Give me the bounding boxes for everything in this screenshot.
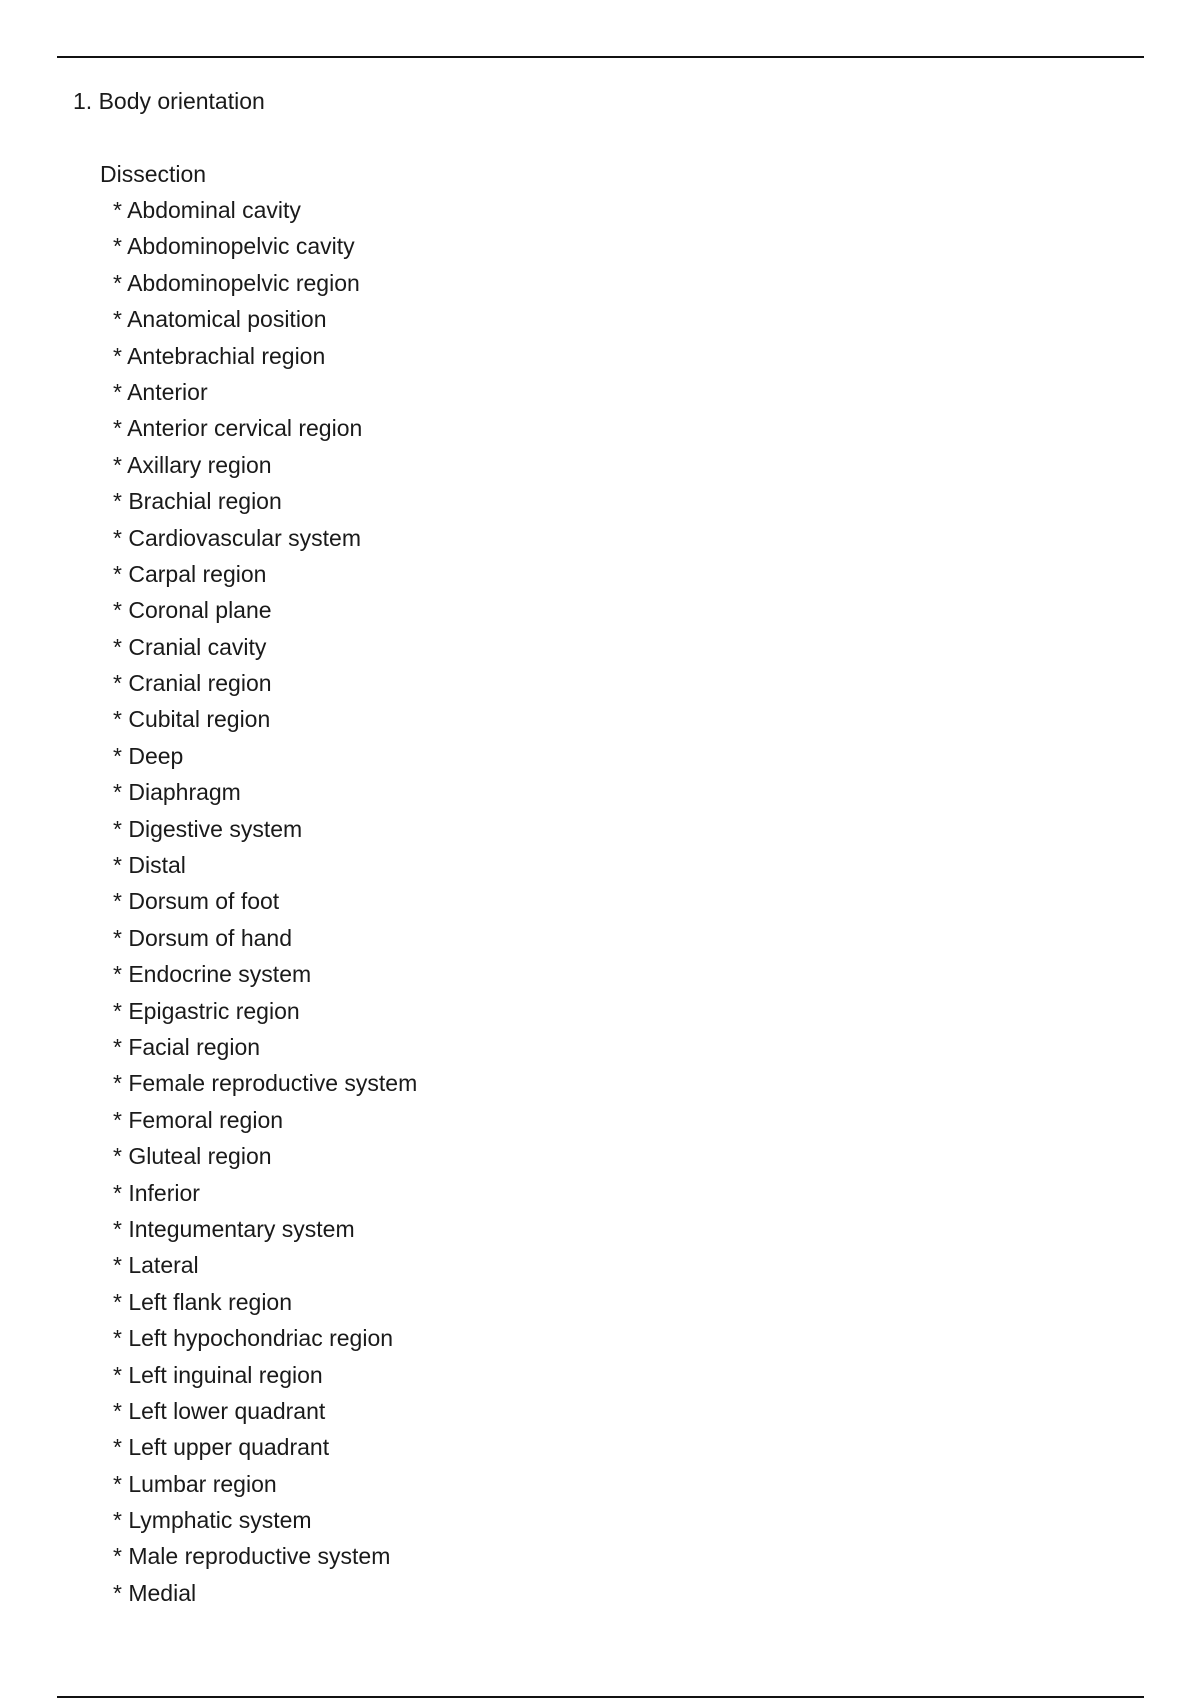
term-label: Cranial region [128, 670, 272, 697]
term-label: Coronal plane [128, 597, 272, 624]
bullet-marker: * [113, 378, 122, 405]
list-item [113, 704, 417, 740]
term-label: Cranial cavity [128, 633, 267, 660]
list-item [113, 341, 417, 377]
list-item [113, 814, 417, 850]
bullet-marker: * [113, 670, 122, 697]
term-label: Carpal region [128, 560, 267, 587]
bullet-marker: * [113, 560, 122, 587]
list-item [113, 1287, 417, 1323]
list-item [113, 1214, 417, 1250]
bullet-marker: * [113, 1543, 122, 1570]
term-label: Left lower quadrant [128, 1397, 326, 1424]
term-label: Anterior [127, 378, 208, 405]
list-item [113, 1360, 417, 1396]
list-item [113, 850, 417, 886]
list-item [113, 668, 417, 704]
bullet-marker: * [113, 1033, 122, 1060]
bullet-marker: * [113, 1106, 122, 1133]
list-item [113, 741, 417, 777]
bullet-marker: * [113, 1434, 122, 1461]
bullet-marker: * [113, 597, 122, 624]
list-item [113, 450, 417, 486]
term-label: Abdominopelvic cavity [127, 233, 355, 260]
term-label: Male reproductive system [128, 1543, 391, 1570]
bullet-marker: * [113, 852, 122, 879]
list-item [113, 1505, 417, 1541]
dissection-subheading: Dissection [100, 161, 207, 187]
term-list [113, 195, 417, 1614]
term-label: Femoral region [128, 1106, 284, 1133]
list-item [113, 523, 417, 559]
list-item [113, 595, 417, 631]
bullet-marker: * [113, 997, 122, 1024]
list-item [113, 231, 417, 267]
term-label: Anatomical position [127, 306, 327, 333]
list-item [113, 413, 417, 449]
bullet-marker: * [113, 1179, 122, 1206]
list-item [113, 923, 417, 959]
bullet-marker: * [113, 779, 122, 806]
bullet-marker: * [113, 815, 122, 842]
term-label: Facial region [128, 1033, 261, 1060]
term-label: Cardiovascular system [128, 524, 361, 551]
bullet-marker: * [113, 742, 122, 769]
list-item [113, 304, 417, 340]
term-label: Epigastric region [128, 997, 300, 1024]
list-item [113, 1396, 417, 1432]
term-label: Left inguinal region [128, 1361, 323, 1388]
bullet-marker: * [113, 888, 122, 915]
bullet-marker: * [113, 269, 122, 296]
term-label: Dorsum of foot [128, 888, 280, 915]
term-label: Diaphragm [128, 779, 241, 806]
term-label: Integumentary system [128, 1215, 355, 1242]
list-item [113, 1469, 417, 1505]
list-item [113, 1578, 417, 1614]
bullet-marker: * [113, 633, 122, 660]
list-item [113, 1250, 417, 1286]
list-item [113, 377, 417, 413]
list-item [113, 1105, 417, 1141]
bullet-marker: * [113, 1470, 122, 1497]
term-label: Abdominal cavity [127, 197, 301, 223]
term-label: Digestive system [128, 815, 303, 842]
term-label: Anterior cervical region [127, 415, 363, 442]
bullet-marker: * [113, 1215, 122, 1242]
bullet-marker: * [113, 1325, 122, 1352]
top-divider [57, 56, 1144, 58]
bottom-divider [57, 1696, 1144, 1698]
bullet-marker: * [113, 924, 122, 951]
bullet-marker: * [113, 197, 122, 223]
term-label: Abdominopelvic region [127, 269, 360, 296]
bullet-marker: * [113, 1288, 122, 1315]
term-label: Deep [128, 742, 184, 769]
list-item [113, 1541, 417, 1577]
term-label: Lymphatic system [128, 1507, 312, 1534]
list-item [113, 559, 417, 595]
term-label: Medial [128, 1579, 197, 1606]
bullet-marker: * [113, 961, 122, 988]
list-item [113, 1068, 417, 1104]
list-item [113, 632, 417, 668]
term-label: Distal [128, 852, 186, 879]
term-label: Inferior [128, 1179, 200, 1206]
bullet-marker: * [113, 451, 122, 478]
list-item [113, 268, 417, 304]
bullet-marker: * [113, 1252, 122, 1279]
list-item [113, 486, 417, 522]
list-item [113, 195, 417, 231]
list-item [113, 1141, 417, 1177]
term-label: Dorsum of hand [128, 924, 292, 951]
bullet-marker: * [113, 1397, 122, 1424]
term-label: Cubital region [128, 706, 271, 733]
bullet-marker: * [113, 1070, 122, 1097]
list-item [113, 1032, 417, 1068]
bullet-marker: * [113, 1361, 122, 1388]
list-item [113, 777, 417, 813]
list-item [113, 1323, 417, 1359]
bullet-marker: * [113, 1143, 122, 1170]
term-label: Left hypochondriac region [128, 1325, 394, 1352]
term-label: Female reproductive system [128, 1070, 418, 1097]
term-label: Endocrine system [128, 961, 312, 988]
bullet-marker: * [113, 1579, 122, 1606]
list-item [113, 1432, 417, 1468]
bullet-marker: * [113, 524, 122, 551]
bullet-marker: * [113, 706, 122, 733]
term-label: Left upper quadrant [128, 1434, 330, 1461]
list-item [113, 886, 417, 922]
term-label: Axillary region [127, 451, 272, 478]
list-item [113, 959, 417, 995]
bullet-marker: * [113, 488, 122, 515]
section-heading: 1. Body orientation [73, 88, 265, 114]
term-label: Left flank region [128, 1288, 293, 1315]
bullet-marker: * [113, 233, 122, 260]
bullet-marker: * [113, 1507, 122, 1534]
term-label: Gluteal region [128, 1143, 272, 1170]
term-label: Antebrachial region [127, 342, 326, 369]
bullet-marker: * [113, 342, 122, 369]
bullet-marker: * [113, 306, 122, 333]
term-label: Lateral [128, 1252, 199, 1279]
list-item [113, 996, 417, 1032]
term-label: Lumbar region [128, 1470, 277, 1497]
bullet-marker: * [113, 415, 122, 442]
list-item [113, 1178, 417, 1214]
term-label: Brachial region [128, 488, 282, 515]
